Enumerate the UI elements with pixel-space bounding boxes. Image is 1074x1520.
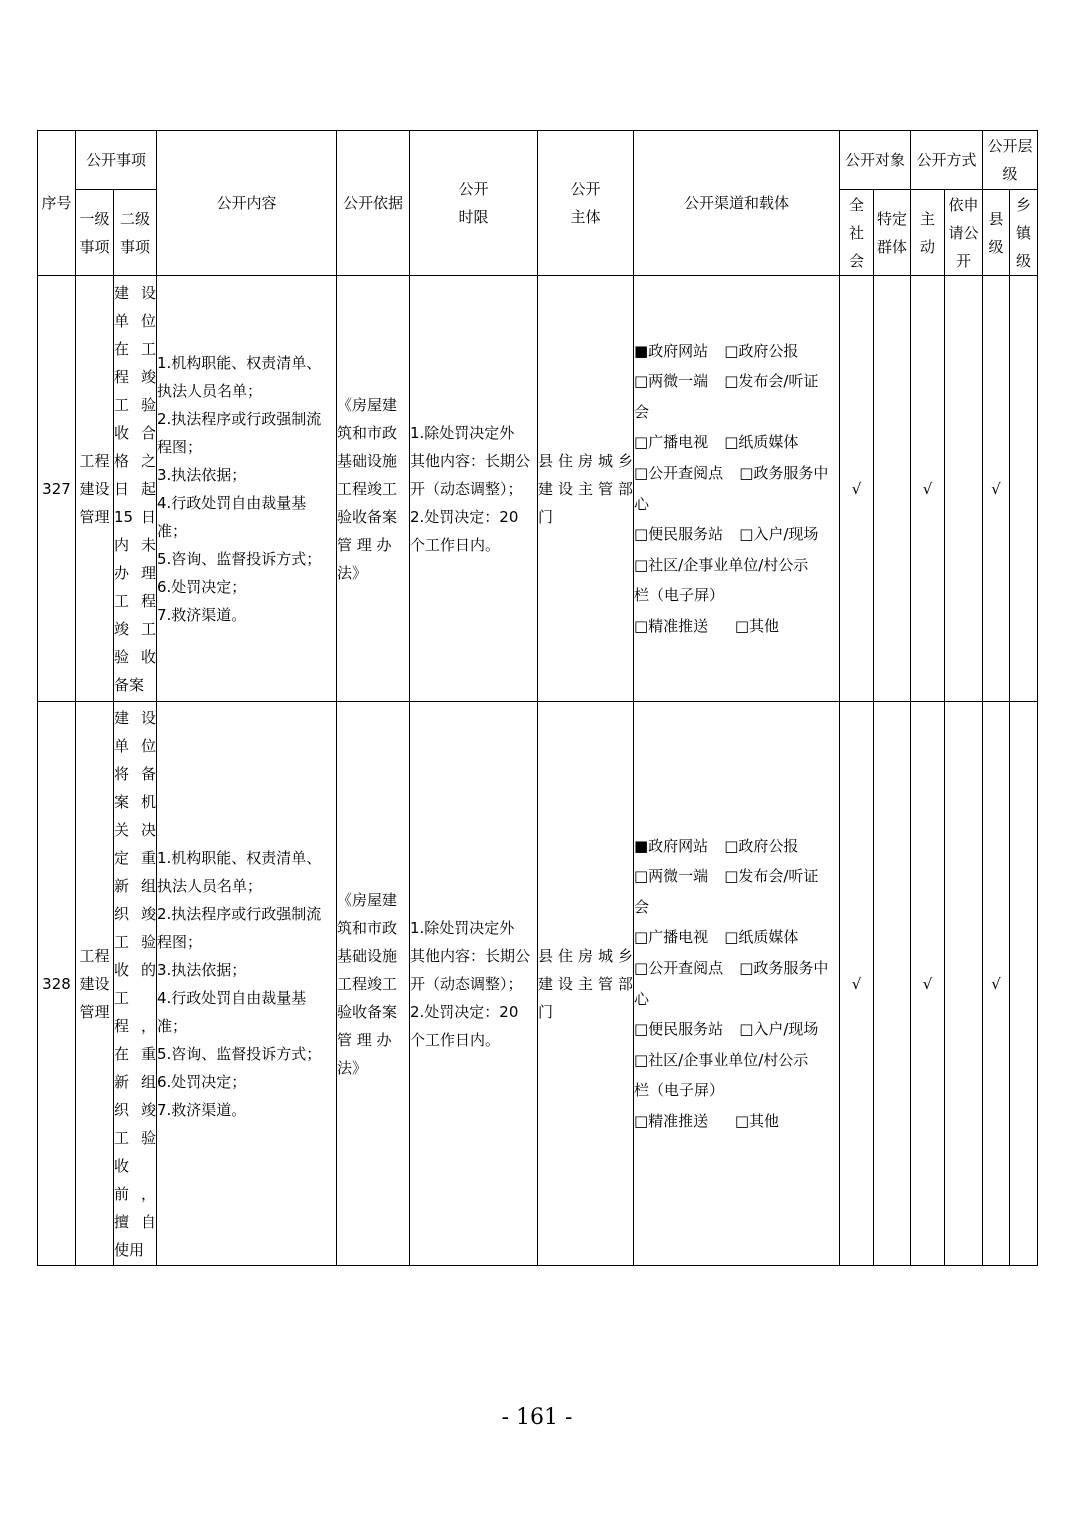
table-row — [38, 276, 1038, 702]
row-level-county-mark: √ — [983, 702, 1010, 1266]
header-basis: 公开依据 — [337, 131, 410, 276]
row-target-specific-mark — [874, 276, 911, 702]
row-basis: 《房屋建 筑和市政 基础设施 工程竣工 验收备案 管 理 办 法》 — [337, 702, 410, 1266]
row-level-town-mark — [1010, 702, 1038, 1266]
channel-option: □政府公报 — [724, 341, 799, 360]
header-row-1 — [38, 131, 1038, 190]
channel-line — [634, 336, 839, 367]
row-content: 1.机构职能、权责清单、 执法人员名单； 2.执法程序或行政强制流 程图； 3.执法依据； 4.行政处罚自由裁量基 准； 5.咨询、监督投诉方式； 6.处罚决定； 7.救济渠道。 — [157, 702, 337, 1266]
channel-option: □发布会/听证 — [724, 372, 819, 391]
channel-option: □便民服务站 — [634, 525, 724, 544]
row-target-all-mark: √ — [840, 702, 874, 1266]
channel-option: □公开查阅点 — [634, 463, 724, 482]
channel-line — [634, 489, 839, 520]
channel-line — [634, 366, 839, 397]
row-level2: 建 设 单 位 在 工 程 竣 工 验 收 合 格 之 日 起 15 日 内 未 办 理 工 程 竣 工 验 收 备案 — [114, 276, 157, 702]
header-method-request: 依申 请公 开 — [945, 190, 983, 276]
channel-option: □政务服务中 — [739, 958, 829, 977]
header-matter-group: 公开事项 — [76, 131, 157, 190]
channel-option: ■政府网站 — [634, 341, 709, 360]
channel-option: □政府公报 — [724, 836, 799, 855]
table-row — [38, 702, 1038, 1266]
channel-option: □入户/现场 — [739, 1020, 819, 1039]
channel-line — [634, 458, 839, 489]
row-level-county-mark: √ — [983, 276, 1010, 702]
header-subject: 公开 主体 — [538, 131, 634, 276]
row-channels — [634, 702, 840, 1266]
page-number: - 161 - — [501, 1405, 573, 1430]
channel-line — [634, 550, 839, 581]
header-time-limit: 公开 时限 — [410, 131, 538, 276]
channel-option: □两微一端 — [634, 372, 709, 391]
channel-option: □纸质媒体 — [724, 928, 799, 947]
channel-option: 栏（电子屏） — [634, 1081, 725, 1100]
channel-option: □其他 — [734, 616, 779, 635]
row-basis: 《房屋建 筑和市政 基础设施 工程竣工 验收备案 管 理 办 法》 — [337, 276, 410, 702]
row-level1: 工程 建设 管理 — [76, 702, 114, 1266]
channel-option: □精准推送 — [634, 1111, 709, 1130]
row-method-active-mark: √ — [911, 702, 945, 1266]
channel-option: 会 — [634, 402, 650, 421]
row-level1: 工程 建设 管理 — [76, 276, 114, 702]
header-target-group: 公开对象 — [840, 131, 911, 190]
header-channel: 公开渠道和载体 — [634, 131, 840, 276]
header-level1: 一级 事项 — [76, 190, 114, 276]
channel-line — [634, 1014, 839, 1045]
row-channels — [634, 276, 840, 702]
channel-option: □政务服务中 — [739, 463, 829, 482]
channel-line — [634, 611, 839, 642]
channel-line — [634, 922, 839, 953]
header-method-group: 公开方式 — [911, 131, 983, 190]
channel-option: □公开查阅点 — [634, 958, 724, 977]
header-content: 公开内容 — [157, 131, 337, 276]
channel-line — [634, 831, 839, 862]
channel-line — [634, 892, 839, 923]
row-method-request-mark — [945, 276, 983, 702]
row-seq: 327 — [38, 276, 76, 702]
header-target-specific: 特定 群体 — [874, 190, 911, 276]
channel-line — [634, 1075, 839, 1106]
header-method-active: 主 动 — [911, 190, 945, 276]
row-target-all-mark: √ — [840, 276, 874, 702]
channel-option: □纸质媒体 — [724, 433, 799, 452]
channel-line — [634, 861, 839, 892]
channel-option: □发布会/听证 — [724, 867, 819, 886]
channel-option: □广播电视 — [634, 928, 709, 947]
channel-option: 会 — [634, 897, 650, 916]
channel-line — [634, 953, 839, 984]
channel-line — [634, 1045, 839, 1076]
row-time-limit: 1.除处罚决定外 其他内容：长期公 开（动态调整）； 2.处罚决定：20 个工作日内。 — [410, 702, 538, 1266]
channel-option: 心 — [634, 989, 650, 1008]
channel-option: ■政府网站 — [634, 836, 709, 855]
disclosure-table — [37, 130, 1038, 1266]
channel-line — [634, 519, 839, 550]
channel-option: □广播电视 — [634, 433, 709, 452]
channel-line — [634, 427, 839, 458]
channel-option: □入户/现场 — [739, 525, 819, 544]
channel-option: □社区/企事业单位/村公示 — [634, 555, 809, 574]
row-method-request-mark — [945, 702, 983, 1266]
channel-line — [634, 984, 839, 1015]
row-seq: 328 — [38, 702, 76, 1266]
row-level-town-mark — [1010, 276, 1038, 702]
header-level2: 二级 事项 — [114, 190, 157, 276]
channel-option: □便民服务站 — [634, 1020, 724, 1039]
row-time-limit: 1.除处罚决定外 其他内容：长期公 开（动态调整）； 2.处罚决定：20 个工作日内。 — [410, 276, 538, 702]
row-subject: 县住房城乡 建设主管部 门 — [538, 702, 634, 1266]
channel-option: □精准推送 — [634, 616, 709, 635]
row-content: 1.机构职能、权责清单、 执法人员名单； 2.执法程序或行政强制流 程图； 3.执法依据； 4.行政处罚自由裁量基 准； 5.咨询、监督投诉方式； 6.处罚决定； 7.救济渠道。 — [157, 276, 337, 702]
channel-line — [634, 580, 839, 611]
channel-line — [634, 397, 839, 428]
channel-option: □其他 — [734, 1111, 779, 1130]
channel-option: 栏（电子屏） — [634, 586, 725, 605]
header-level-group: 公开层 级 — [983, 131, 1038, 190]
row-method-active-mark: √ — [911, 276, 945, 702]
header-target-all: 全 社 会 — [840, 190, 874, 276]
channel-option: □两微一端 — [634, 867, 709, 886]
header-level-county: 县 级 — [983, 190, 1010, 276]
row-level2: 建 设 单 位 将 备 案 机 关 决 定 重 新 组 织 竣 工 验 收 的 工 程 ， 在 重 新 组 织 竣 工 验 收 前 ， 擅 自 使用 — [114, 702, 157, 1266]
channel-option: □社区/企事业单位/村公示 — [634, 1050, 809, 1069]
header-level-town: 乡 镇 级 — [1010, 190, 1038, 276]
channel-line — [634, 1106, 839, 1137]
channel-option: 心 — [634, 494, 650, 513]
header-seq: 序号 — [38, 131, 76, 276]
row-target-specific-mark — [874, 702, 911, 1266]
row-subject: 县住房城乡 建设主管部 门 — [538, 276, 634, 702]
